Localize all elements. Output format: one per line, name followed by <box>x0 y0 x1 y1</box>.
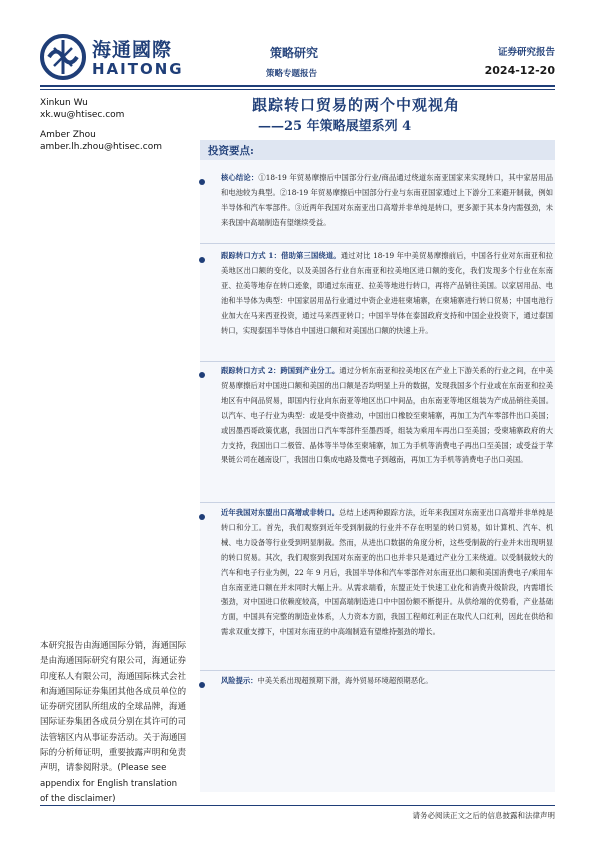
paragraph-lead: 跟踪转口方式 2：跨国到产业分工。 <box>221 366 340 375</box>
bullet-icon <box>199 682 205 688</box>
invest-paragraph-method1 <box>221 249 553 338</box>
section-divider <box>200 361 555 362</box>
paragraph-text: 总结上述两种跟踪方法，近年来我国对东南亚出口高增并非单纯是转口和分工。首先，我们观察到近年受到制裁的行业并不存在明显的转口贸易，如计算机、汽车、机械、电力设备等行业受到明显制裁。然而，从进出口数据的角度分析，这些受制裁的行业并未出现明显的转口贸易。其次，我们观察到我国对东南亚的出口也并非只是通过产业分工来绕道。以受制裁较大的汽车和电子行业为例，22 年 9 月后，我国半导体和汽车零部件对东南亚出口额和美国消费电子/乘用车自东南亚进口额在并未同时大幅上升。从需求端看，东盟正处于快速工业化和消费升级阶段，内需增长强劲，对中国进口依赖度较高，中国高端制造进口中中国份额不断提升。从供给端的优势看，产业基础方面，中国具有完整的制造业体系，人力资本方面，我国工程师红利正在取代人口红利，因此在供给和需求双重支撑下，中国对东南亚的中高端制造有望维持强劲的增长。 <box>221 508 554 637</box>
paragraph-lead: 跟踪转口方式 1：借助第三国绕道。 <box>221 251 341 260</box>
disclaimer-chinese: 本研究报告由海通国际分销，海通国际是由海通国际研究有限公司，海通证券印度私人有限公司，海通国际株式会社和海通国际证券集团其他各成员单位的证券研究团队所组成的全球品牌，海通国际证券集团各成员分别在其许可的司法管辖区内从事证券活动。关于海通国际的分析师证明，重要披露声明和免责声明，请参阅附录。 <box>40 641 187 774</box>
report-subtitle: ——25 年策略展望系列 4 <box>258 119 412 134</box>
author-name: Xinkun Wu <box>40 98 88 108</box>
report-date: 2024-12-20 <box>484 64 555 77</box>
invest-paragraph-method2 <box>221 364 553 468</box>
paragraph-lead: 风险提示： <box>221 676 258 685</box>
footer-notice: 请务必阅读正文之后的信息披露和法律声明 <box>412 811 555 820</box>
disclaimer-english: (Please see appendix for English translation of the disclaimer) <box>40 763 178 804</box>
section-divider <box>200 670 555 671</box>
author-name: Amber Zhou <box>40 130 96 140</box>
invest-paragraph-core <box>221 171 553 231</box>
header-divider-thin <box>40 89 555 90</box>
invest-paragraph-risk <box>221 674 553 689</box>
report-title: 跟踪转口贸易的两个中观视角 <box>252 96 461 114</box>
section-divider <box>200 502 555 503</box>
report-type: 证券研究报告 <box>497 47 555 58</box>
bullet-icon <box>199 179 205 185</box>
author-email[interactable]: xk.wu@htisec.com <box>40 110 125 120</box>
paragraph-text: 中美关系出现超预期下滑，海外贸易环境超预期恶化。 <box>257 676 433 685</box>
report-subcategory: 策略专题报告 <box>266 69 318 79</box>
header-divider <box>40 85 555 87</box>
haitong-logo-icon <box>40 34 86 80</box>
logo-english-name: HAITONG <box>92 60 184 78</box>
section-divider <box>200 243 555 244</box>
paragraph-text: 通过对比 18-19 年中美贸易摩擦前后，中国各行业对东南亚和拉美地区出口额的变化，以及美国各行业自东南亚和拉美地区进口额的变化，我们发现多个行业在东南亚、拉美等地存在转口迹象，即通过东南亚、拉美等地进行转口，再将产品销往美国。以家居用品、电池和半导体为典型：中国家居用品行业通过中资企业进驻柬埔寨，在柬埔寨进行转口贸易；中国电池行业加大在马来西亚投资，通过马来西亚转口；中国半导体在泰国政府支持和中国企业投资下，通过泰国转口，实现泰国半导体自中国进口额和对美国出口额的快速上升。 <box>221 251 553 335</box>
invest-paragraph-asean <box>221 506 553 640</box>
logo-chinese-name: 海通國際 <box>92 39 173 61</box>
bullet-icon <box>199 257 205 263</box>
invest-heading: 投资要点: <box>208 145 254 157</box>
author-email[interactable]: amber.lh.zhou@htisec.com <box>40 142 162 152</box>
disclaimer-text <box>40 639 188 807</box>
paragraph-lead: 近年我国对东盟出口高增或非转口。 <box>221 508 340 517</box>
bullet-icon <box>199 372 205 378</box>
bullet-icon <box>199 514 205 520</box>
paragraph-text: ①18-19 年贸易摩擦后中国部分行业/商品通过绕道东南亚国家来实现转口，其中家居用品和电池较为典型。②18-19 年贸易摩擦后中国部分行业与东南亚国家通过上下游分工来避开制裁，例如半导体和汽车零部件。③近两年我国对东南亚出口高增并非单纯是转口，更多源于其本身内需强劲，未来我国中高端制造有望继续受益。 <box>221 173 554 227</box>
footer-divider <box>40 805 555 806</box>
report-category: 策略研究 <box>270 46 319 60</box>
paragraph-lead: 核心结论： <box>221 173 259 182</box>
paragraph-text: 通过分析东南亚和拉美地区在产业上下游关系的行业之间，在中美贸易摩擦后对中国进口额和美国的出口额是否均明显上升的数据，发现我国多个行业或在东南亚和拉美地区有中间品贸易，即国内行业向东南亚等地区出口中间品，由东南亚等地区组装为产成品销往美国。以汽车、电子行业为典型：或是受中资推动，中国出口橡胶至柬埔寨，再加工为汽车零部件出口美国；或因墨西哥政策优惠，我国出口汽车零部件至墨西哥，组装为乘用车再出口至美国；受柬埔寨政府的大力支持，我国出口二极管、晶体等半导体至柬埔寨，加工为手机等消费电子再出口至美国；或受益于苹果链公司在越南设厂，我国出口集成电路及微电子到越南，再加工为手机等消费电子出口美国。 <box>221 366 553 465</box>
